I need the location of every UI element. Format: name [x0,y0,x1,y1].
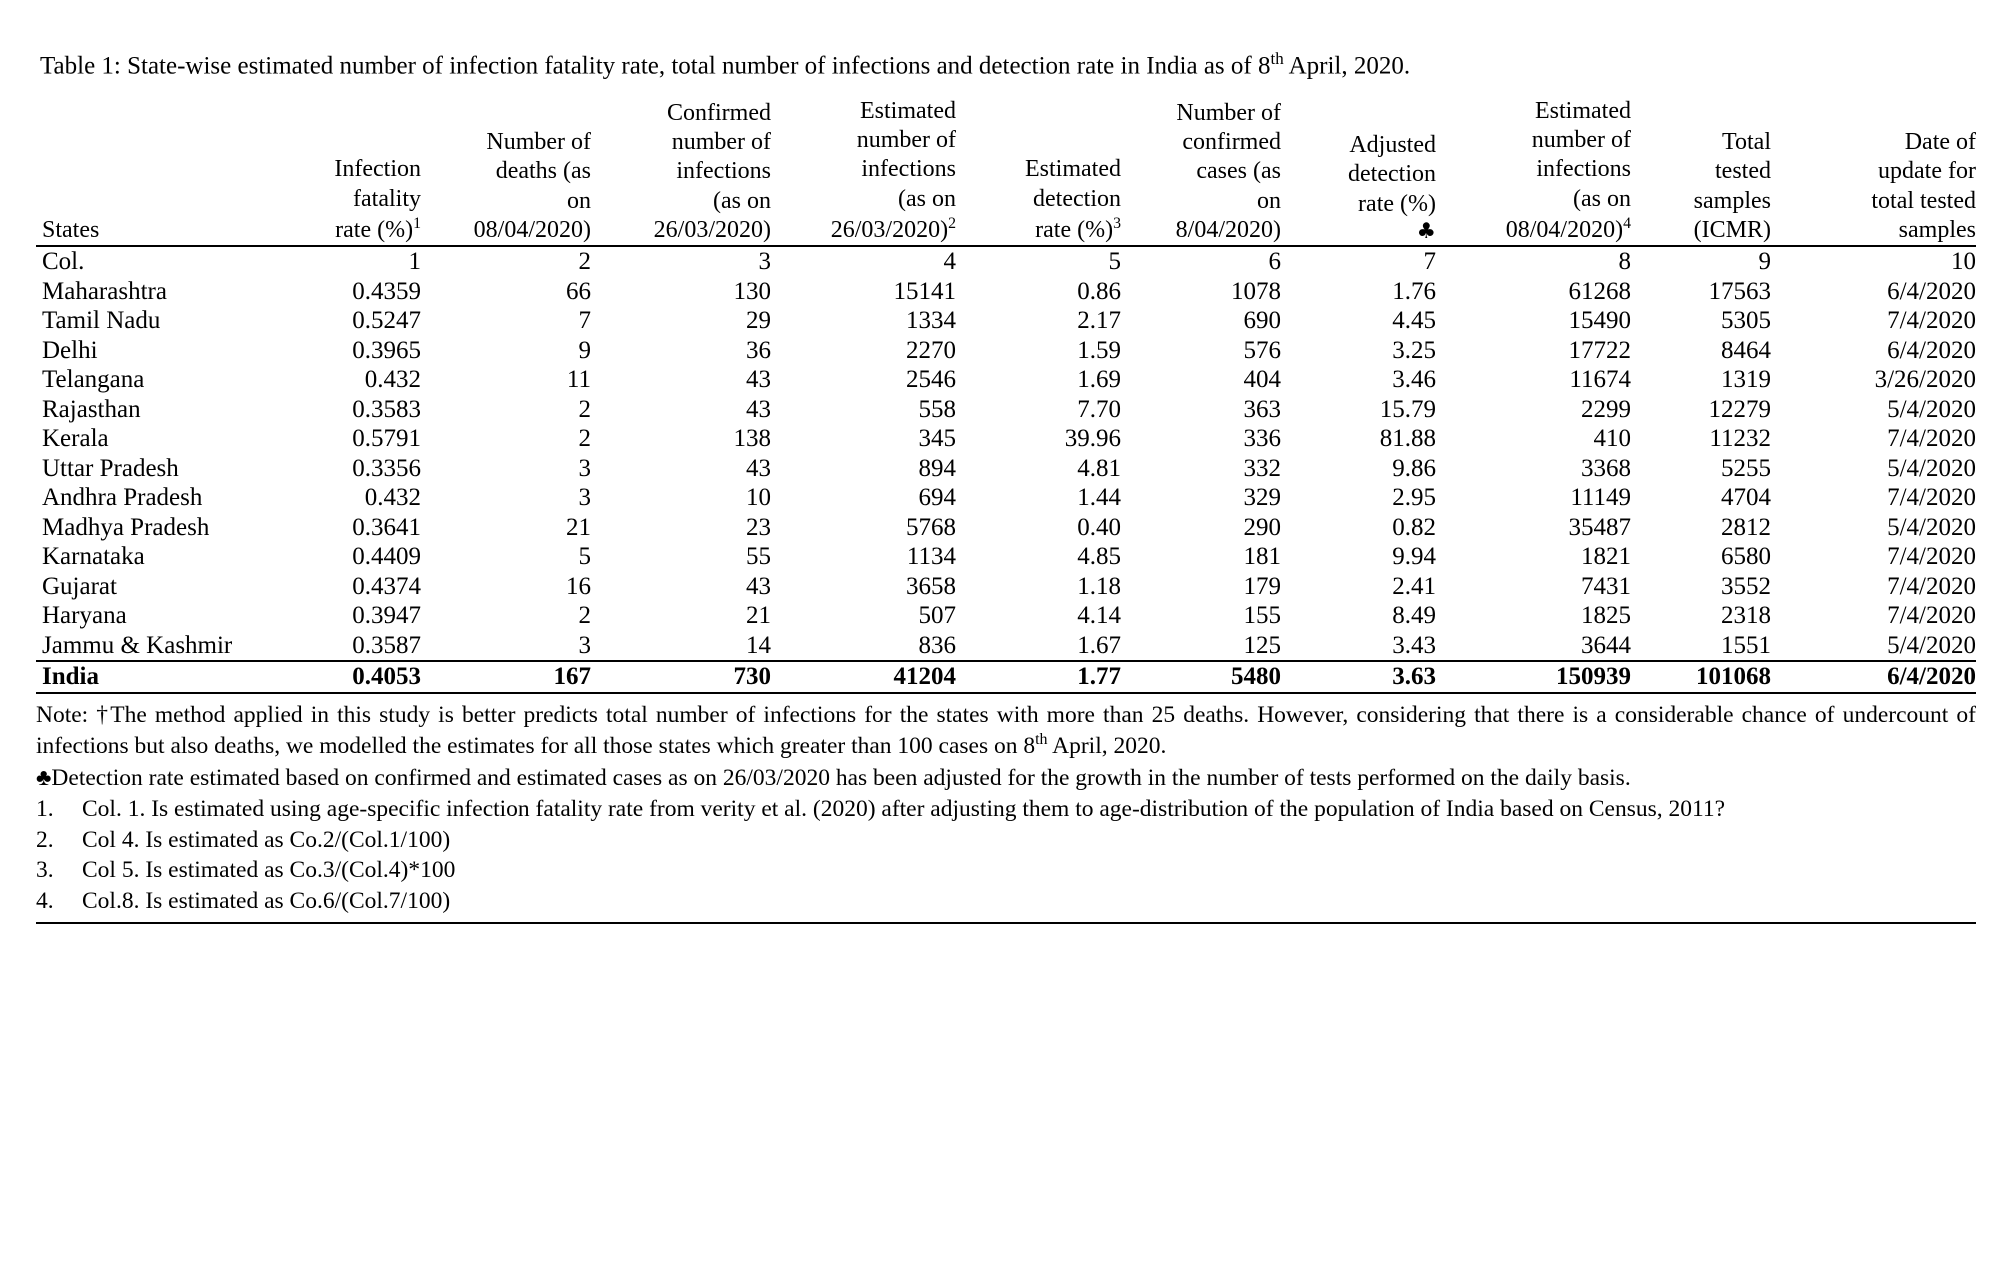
note-number: 1. [36,796,54,823]
cell-value: 8.49 [1392,602,1436,630]
header-estimated-infections-april [1436,97,1631,246]
cell-value: 0.3965 [352,336,421,364]
row-label: Tamil Nadu [42,307,161,335]
cell-value: 329 [1243,484,1281,512]
row-label: Rajasthan [42,395,141,423]
header-line: on [567,187,591,214]
cell-value: 2 [578,395,591,423]
cell-value: 4.85 [1077,543,1121,571]
cell-value: 9.86 [1392,454,1436,482]
cell-value: 12279 [1708,395,1771,423]
cell-value: 2.95 [1392,484,1436,512]
cell-value: 3368 [1581,454,1631,482]
cell-value: 41204 [771,661,956,693]
cell-value: 2.17 [1077,307,1121,335]
header-line: Confirmed [667,99,771,126]
cell-value: 0.86 [1077,277,1121,305]
caption-ordinal-suffix: th [1270,49,1284,68]
cell-value: 155 [1243,602,1281,630]
cell-value: 2 [578,425,591,453]
note-number: 3. [36,857,54,884]
header-line: Infection [334,156,421,183]
cell-value: 0.3583 [352,395,421,423]
cell-value: 43 [746,395,771,423]
cell-value: 15490 [1568,307,1631,335]
cell-value: 1134 [906,543,956,571]
cell-value: 3658 [906,572,956,600]
cell-value: 3.25 [1392,336,1436,364]
header-line: confirmed [1182,129,1281,156]
cell-value: 694 [918,484,956,512]
header-line: 26/03/2020) [653,216,771,243]
cell-value: 4.81 [1077,454,1121,482]
cell-value: 894 [918,454,956,482]
header-line: number of [671,129,771,156]
cell-value: 10 [1771,246,1976,277]
rule-cell [1771,693,1976,696]
header-line: Number of [486,129,591,156]
table-row [36,395,1976,425]
header-confirmed-infections [591,97,771,246]
rule-cell [1631,693,1771,696]
cell-value: 3.63 [1281,661,1436,693]
header-states [36,97,276,246]
note-dagger: Note: †The method applied in this study is better predicts total number of infections for the states with more than 25 deaths. However, considering that there is a considerable chance of undercount of infections but also deaths, we modelled the estimates for all those states which greater than 100 cases on 8th April, 2020. [36,701,1976,760]
cell-value: 14 [746,631,771,659]
cell-value: 7/4/2020 [1887,572,1976,600]
cell-value: 125 [1243,631,1281,659]
cell-value: 6/4/2020 [1887,277,1976,305]
header-line: update for [1878,158,1976,185]
cell-value: 1.59 [1077,336,1121,364]
header-line: fatality [353,185,421,212]
cell-value: 7/4/2020 [1887,543,1976,571]
cell-value: 6/4/2020 [1771,661,1976,693]
cell-value: 43 [746,366,771,394]
header-line: rate (%)$^3$ [1035,214,1121,243]
cell-value: 1.77 [956,661,1121,693]
header-line: infections [676,158,771,185]
cell-value: 1.67 [1077,631,1121,659]
rule-cell [771,693,956,696]
header-line: total tested [1871,187,1976,214]
cell-value: 836 [918,631,956,659]
cell-value: 0.5791 [352,425,421,453]
rule-cell [1436,693,1631,696]
row-label: Andhra Pradesh [42,484,203,512]
club-symbol-icon: ♣ [1416,218,1436,244]
cell-value: 1319 [1721,366,1771,394]
header-line: tested [1715,158,1771,185]
row-label: Gujarat [42,572,117,600]
cell-value: 130 [733,277,771,305]
cell-value: 5 [578,543,591,571]
cell-value: 0.4359 [352,277,421,305]
cell-value: 1.18 [1077,572,1121,600]
cell-value: 0.5247 [352,307,421,335]
table-row [36,483,1976,513]
cell-value: 15141 [893,277,956,305]
cell-value: 0.3947 [352,602,421,630]
header-line: Estimated [860,97,956,124]
cell-value: 0.4374 [352,572,421,600]
cell-value: 558 [918,395,956,423]
cell-value: 1334 [906,307,956,335]
cell-value: 7/4/2020 [1887,484,1976,512]
cell-value: 0.4409 [352,543,421,571]
cell-value: 15.79 [1379,395,1436,423]
cell-value: 4704 [1721,484,1771,512]
header-date-of-update [1771,97,1976,246]
cell-value: 55 [746,543,771,571]
cell-value: 11 [566,366,591,394]
header-line: 8/04/2020) [1175,216,1281,243]
header-line: (as on [898,185,956,212]
table-row [36,306,1976,336]
row-label: Maharashtra [42,277,167,305]
cell-value: 11149 [1570,484,1631,512]
header-ifr [276,97,421,246]
cell-value: 3.46 [1392,366,1436,394]
table-row [36,631,1976,662]
table-row [36,424,1976,454]
header-line: Estimated [1535,97,1631,124]
header-line: Adjusted [1349,132,1436,159]
row-label: Kerala [42,425,109,453]
cell-value: 1821 [1581,543,1631,571]
cell-value: 23 [746,513,771,541]
header-line: States [42,216,100,243]
row-label: Jammu & Kashmir [42,631,233,659]
cell-value: 345 [918,425,956,453]
cell-value: 2812 [1721,513,1771,541]
cell-value: 0.432 [364,366,421,394]
table-row [36,513,1976,543]
cell-value: 0.82 [1392,513,1436,541]
cell-value: 10 [746,484,771,512]
column-number-row [36,246,1976,277]
note-item [36,855,1976,886]
header-confirmed-cases-april [1121,97,1281,246]
cell-value: 9 [1631,246,1771,277]
cell-value: 61268 [1568,277,1631,305]
table-head [36,97,1976,246]
cell-value: 7/4/2020 [1887,425,1976,453]
row-label: Col. [36,246,276,277]
note-club: ♣Detection rate estimated based on confirmed and estimated cases as on 26/03/2020 has been adjusted for the growth in the number of tests performed on the daily basis. [36,764,1631,791]
row-label: Haryana [42,602,127,630]
cell-value: 2 [421,246,591,277]
header-estimated-detection-rate [956,97,1121,246]
header-line: number of [1531,127,1631,154]
cell-value: 17722 [1568,336,1631,364]
cell-value: 7.70 [1077,395,1121,423]
cell-value: 101068 [1631,661,1771,693]
cell-value: 8 [1436,246,1631,277]
header-line: Date of [1904,129,1976,156]
cell-value: 2 [578,602,591,630]
header-line: cases (as [1196,158,1281,185]
cell-value: 8464 [1721,336,1771,364]
cell-value: 5305 [1721,307,1771,335]
cell-value: 363 [1243,395,1281,423]
cell-value: 5/4/2020 [1887,395,1976,423]
cell-value: 11674 [1569,366,1631,394]
rule-cell [36,693,276,696]
cell-value: 5255 [1721,454,1771,482]
cell-value: 36 [746,336,771,364]
cell-value: 21 [746,602,771,630]
header-line: Number of [1176,99,1281,126]
cell-value: 410 [1593,425,1631,453]
header-estimated-infections-march [771,97,956,246]
cell-value: 5/4/2020 [1887,454,1976,482]
cell-value: 690 [1243,307,1281,335]
cell-value: 0.3641 [352,513,421,541]
table-body [36,246,1976,696]
cell-value: 138 [733,425,771,453]
cell-value: 1078 [1231,277,1281,305]
table-row [36,365,1976,395]
header-line: deaths (as [495,158,591,185]
header-line: 08/04/2020)$^4$ [1505,214,1631,243]
header-row [36,97,1976,246]
table-row [36,542,1976,572]
header-line: (ICMR) [1693,216,1771,243]
cell-value: 7/4/2020 [1887,307,1976,335]
table-row [36,277,1976,307]
header-line: (as on [1573,185,1631,212]
rule-cell [1281,693,1436,696]
table-row [36,454,1976,484]
cell-value: 3.43 [1392,631,1436,659]
cell-value: 11232 [1709,425,1771,453]
row-label: Uttar Pradesh [42,454,179,482]
note-number: 2. [36,826,54,853]
bottom-rule [36,922,1976,924]
cell-value: 6580 [1721,543,1771,571]
table-caption [40,48,1964,83]
cell-value: 404 [1243,366,1281,394]
header-line: infections [861,156,956,183]
cell-value: 9.94 [1392,543,1436,571]
cell-value: 3 [578,631,591,659]
cell-value: 0.3587 [352,631,421,659]
table-row [36,601,1976,631]
note-item [36,886,1976,917]
row-label: Madhya Pradesh [42,513,210,541]
table-row-total [36,661,1976,693]
cell-value: 81.88 [1379,425,1436,453]
cell-value: 7/4/2020 [1887,602,1976,630]
cell-value: 1.69 [1077,366,1121,394]
header-line: number of [856,127,956,154]
cell-value: 730 [591,661,771,693]
header-line: 26/03/2020)$^2$ [830,214,956,243]
cell-value: 1551 [1721,631,1771,659]
cell-value: 1825 [1581,602,1631,630]
cell-value: 0.40 [1077,513,1121,541]
header-line: detection [1348,161,1436,188]
cell-value: 43 [746,454,771,482]
note-item [36,825,1976,856]
header-line: rate (%)$^1$ [335,214,421,243]
rule-cell [421,693,591,696]
cell-value: 507 [918,602,956,630]
cell-value: 2270 [906,336,956,364]
cell-value: 7 [1281,246,1436,277]
cell-value: 2.41 [1392,572,1436,600]
cell-value: 150939 [1436,661,1631,693]
cell-value: 1.44 [1077,484,1121,512]
note-item [36,794,1976,825]
cell-value: 576 [1243,336,1281,364]
cell-value: 39.96 [1064,425,1121,453]
cell-value: 3 [578,484,591,512]
note-text: Col.8. Is estimated as Co.6/(Col.7/100) [82,887,451,914]
cell-value: 7431 [1581,572,1631,600]
cell-value: 179 [1243,572,1281,600]
cell-value: 4.14 [1077,602,1121,630]
cell-value: 0.3356 [352,454,421,482]
note-number: 4. [36,887,54,914]
cell-value: 35487 [1568,513,1631,541]
header-line: detection [1033,185,1121,212]
cell-value: 0.4053 [276,661,421,693]
header-total-tested-samples [1631,97,1771,246]
cell-value: 43 [746,572,771,600]
rule-cell [956,693,1121,696]
header-adjusted-detection-rate [1281,97,1436,246]
caption-suffix: April, 2020. [1283,52,1411,80]
cell-value: 3 [578,454,591,482]
rule-cell [591,693,771,696]
cell-value: 66 [566,277,591,305]
header-line: Estimated [1025,156,1121,183]
header-line: samples [1898,216,1976,243]
note-text: Col. 1. Is estimated using age-specific infection fatality rate from verity et al. (2020) after adjusting them to age-distribution of the population of India based on Census, 2011? [82,796,1726,823]
cell-value: 3 [591,246,771,277]
caption-prefix: Table 1: State-wise estimated number of infection fatality rate, total number of infections and detection rate in India as of 8 [40,52,1271,80]
table-row [36,572,1976,602]
table-notes [36,700,1976,917]
cell-value: 0.432 [364,484,421,512]
cell-value: 7 [578,307,591,335]
cell-value: 6/4/2020 [1887,336,1976,364]
cell-value: 2546 [906,366,956,394]
cell-value: 5 [956,246,1121,277]
cell-value: 181 [1243,543,1281,571]
header-line: Total [1722,129,1771,156]
cell-value: 3644 [1581,631,1631,659]
cell-value: 9 [578,336,591,364]
cell-value: 167 [421,661,591,693]
cell-value: 290 [1243,513,1281,541]
cell-value: 21 [566,513,591,541]
rule-cell [1121,693,1281,696]
row-label: Karnataka [42,543,145,571]
note-list [36,794,1976,916]
cell-value: 5/4/2020 [1887,513,1976,541]
rule-cell [276,693,421,696]
row-label: Delhi [42,336,98,364]
cell-value: 4.45 [1392,307,1436,335]
header-deaths [421,97,591,246]
cell-value: 16 [566,572,591,600]
cell-value: 17563 [1708,277,1771,305]
header-line: samples [1693,187,1771,214]
cell-value: 332 [1243,454,1281,482]
row-label: Telangana [42,366,145,394]
table-row [36,336,1976,366]
cell-value: 29 [746,307,771,335]
cell-value: 6 [1121,246,1281,277]
cell-value: 4 [771,246,956,277]
cell-value: 3/26/2020 [1874,366,1976,394]
cell-value: 5/4/2020 [1887,631,1976,659]
header-line: infections [1536,156,1631,183]
header-line: on [1257,187,1281,214]
cell-value: 1 [276,246,421,277]
cell-value: 336 [1243,425,1281,453]
header-line: rate (%) [1358,190,1436,217]
cell-value: 2318 [1721,602,1771,630]
note-text: Col 5. Is estimated as Co.3/(Col.4)*100 [82,857,456,884]
note-text: Col 4. Is estimated as Co.2/(Col.1/100) [82,826,451,853]
row-label: India [36,661,276,693]
cell-value: 1.76 [1392,277,1436,305]
cell-value: 5768 [906,513,956,541]
data-table [36,97,1976,696]
cell-value: 5480 [1121,661,1281,693]
cell-value: 2299 [1581,395,1631,423]
header-line: 08/04/2020) [473,216,591,243]
header-line: (as on [713,187,771,214]
cell-value: 3552 [1721,572,1771,600]
table-bottom-rule [36,693,1976,696]
